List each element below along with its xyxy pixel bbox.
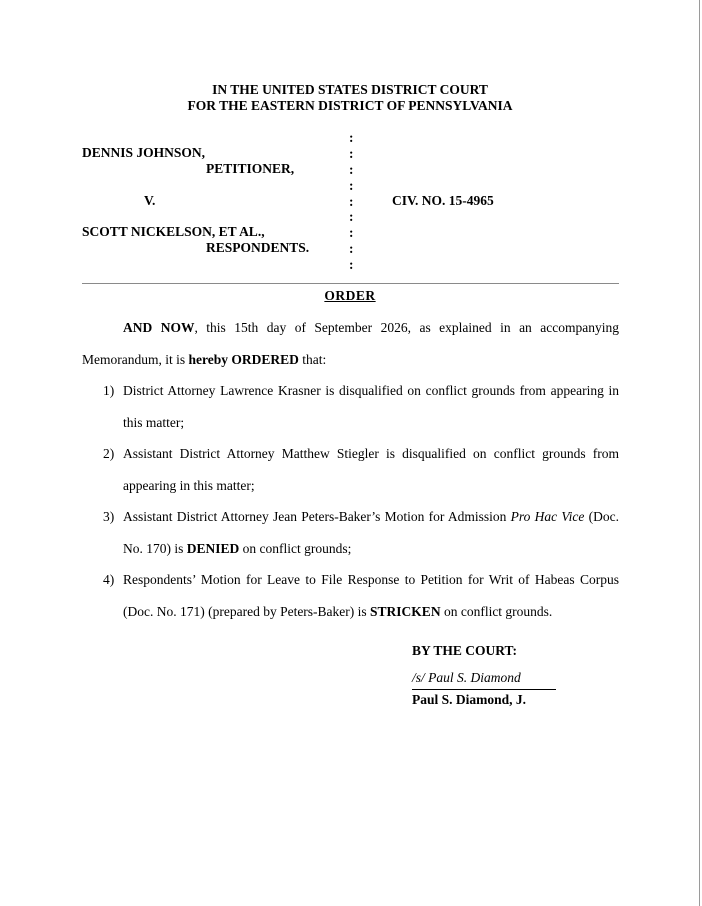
court-district: FOR THE EASTERN DISTRICT OF PENNSYLVANIA [187,98,513,113]
intro-lead: AND NOW [123,320,195,335]
order-intro [82,312,619,375]
petitioner-role: PETITIONER, [206,161,295,176]
list-item [82,501,619,564]
list-text: Assistant District Attorney Jean Peters-Baker’s Motion for Admission Pro Hac Vice (Doc. No. 170) is DENIED on conflict grounds; [123,509,619,556]
caption-separator: : : : : : : : : : [349,130,354,273]
list-item [82,375,619,438]
list-text: District Attorney Lawrence Krasner is disqualified on conflict grounds from appearing in this matter; [123,383,619,430]
respondent-role: RESPONDENTS. [206,240,310,255]
court-header [0,82,700,114]
respondent-name: SCOTT NICKELSON, ET AL., [82,224,265,239]
judge-signature: /s/ Paul S. Diamond [412,670,556,690]
case-number: CIV. NO. 15-4965 [392,193,494,208]
list-item [82,564,619,627]
intro-end: that: [298,351,327,367]
list-number: 1) [103,383,115,398]
intro-bold: hereby ORDERED [188,351,299,367]
order-title: ORDER [324,288,376,303]
order-list [82,375,619,627]
court-name: IN THE UNITED STATES DISTRICT COURT [212,82,488,97]
by-the-court: BY THE COURT: [412,643,518,658]
judge-name: Paul S. Diamond, J. [412,692,527,707]
list-text: Respondents’ Motion for Leave to File Response to Petition for Writ of Habeas Corpus (Doc. No. 171) (prepared by Peters-Baker) is STRICKEN on conflict grounds. [123,572,619,619]
list-text: Assistant District Attorney Matthew Stiegler is disqualified on conflict grounds from appearing in this matter; [123,446,619,493]
list-number: 3) [103,509,115,524]
page-edge [699,0,700,906]
versus-label: V. [144,193,156,208]
signature-block [412,643,556,708]
petitioner-name: DENNIS JOHNSON, [82,145,206,160]
intro-text: , this 15th day of September 2026, as explained in an accompanying Memorandum, it is [82,320,619,367]
list-number: 2) [103,446,115,461]
list-item [82,438,619,501]
list-number: 4) [103,572,115,587]
caption-divider [82,283,619,284]
